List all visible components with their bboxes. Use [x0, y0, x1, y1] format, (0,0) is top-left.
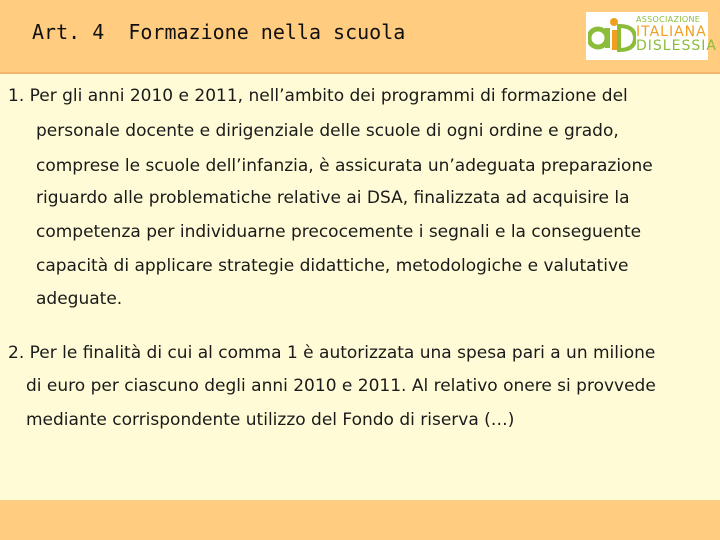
logo-line-dislessia: DISLESSIA: [636, 38, 717, 54]
aid-logo: [586, 12, 717, 60]
paragraph-1-line: comprese le scuole dell’infanzia, è assicurata un’adeguata preparazione: [36, 156, 653, 176]
aid-logo-mark-icon: [588, 16, 636, 56]
logo-line-italiana: ITALIANA: [636, 24, 707, 40]
paragraph-2-line: di euro per ciascuno degli anni 2010 e 2011. Al relativo onere si provvede: [26, 376, 656, 396]
paragraph-1-line: adeguate.: [36, 289, 123, 309]
logo-text: [636, 15, 717, 54]
paragraph-2-line: mediante corrispondente utilizzo del Fondo di riserva (…): [26, 410, 515, 430]
paragraph-1-line: 1. Per gli anni 2010 e 2011, nell’ambito dei programmi di formazione del: [8, 86, 628, 106]
footer-bar: [0, 500, 720, 540]
paragraph-1-line: capacità di applicare strategie didattiche, metodologiche e valutative: [36, 256, 629, 276]
logo-line-associazione: ASSOCIAZIONE: [636, 15, 701, 24]
paragraph-2-line: 2. Per le finalità di cui al comma 1 è autorizzata una spesa pari a un milione: [8, 343, 656, 363]
title-bar: [0, 0, 720, 72]
paragraph-1-line: riguardo alle problematiche relative ai DSA, finalizzata ad acquisire la: [36, 188, 630, 208]
slide-title: Art. 4 Formazione nella scuola: [32, 20, 406, 44]
paragraph-1-line: competenza per individuarne precocemente i segnali e la conseguente: [36, 222, 642, 242]
paragraph-1-line: personale docente e dirigenziale delle scuole di ogni ordine e grado,: [36, 121, 619, 141]
header-divider: [0, 72, 720, 74]
